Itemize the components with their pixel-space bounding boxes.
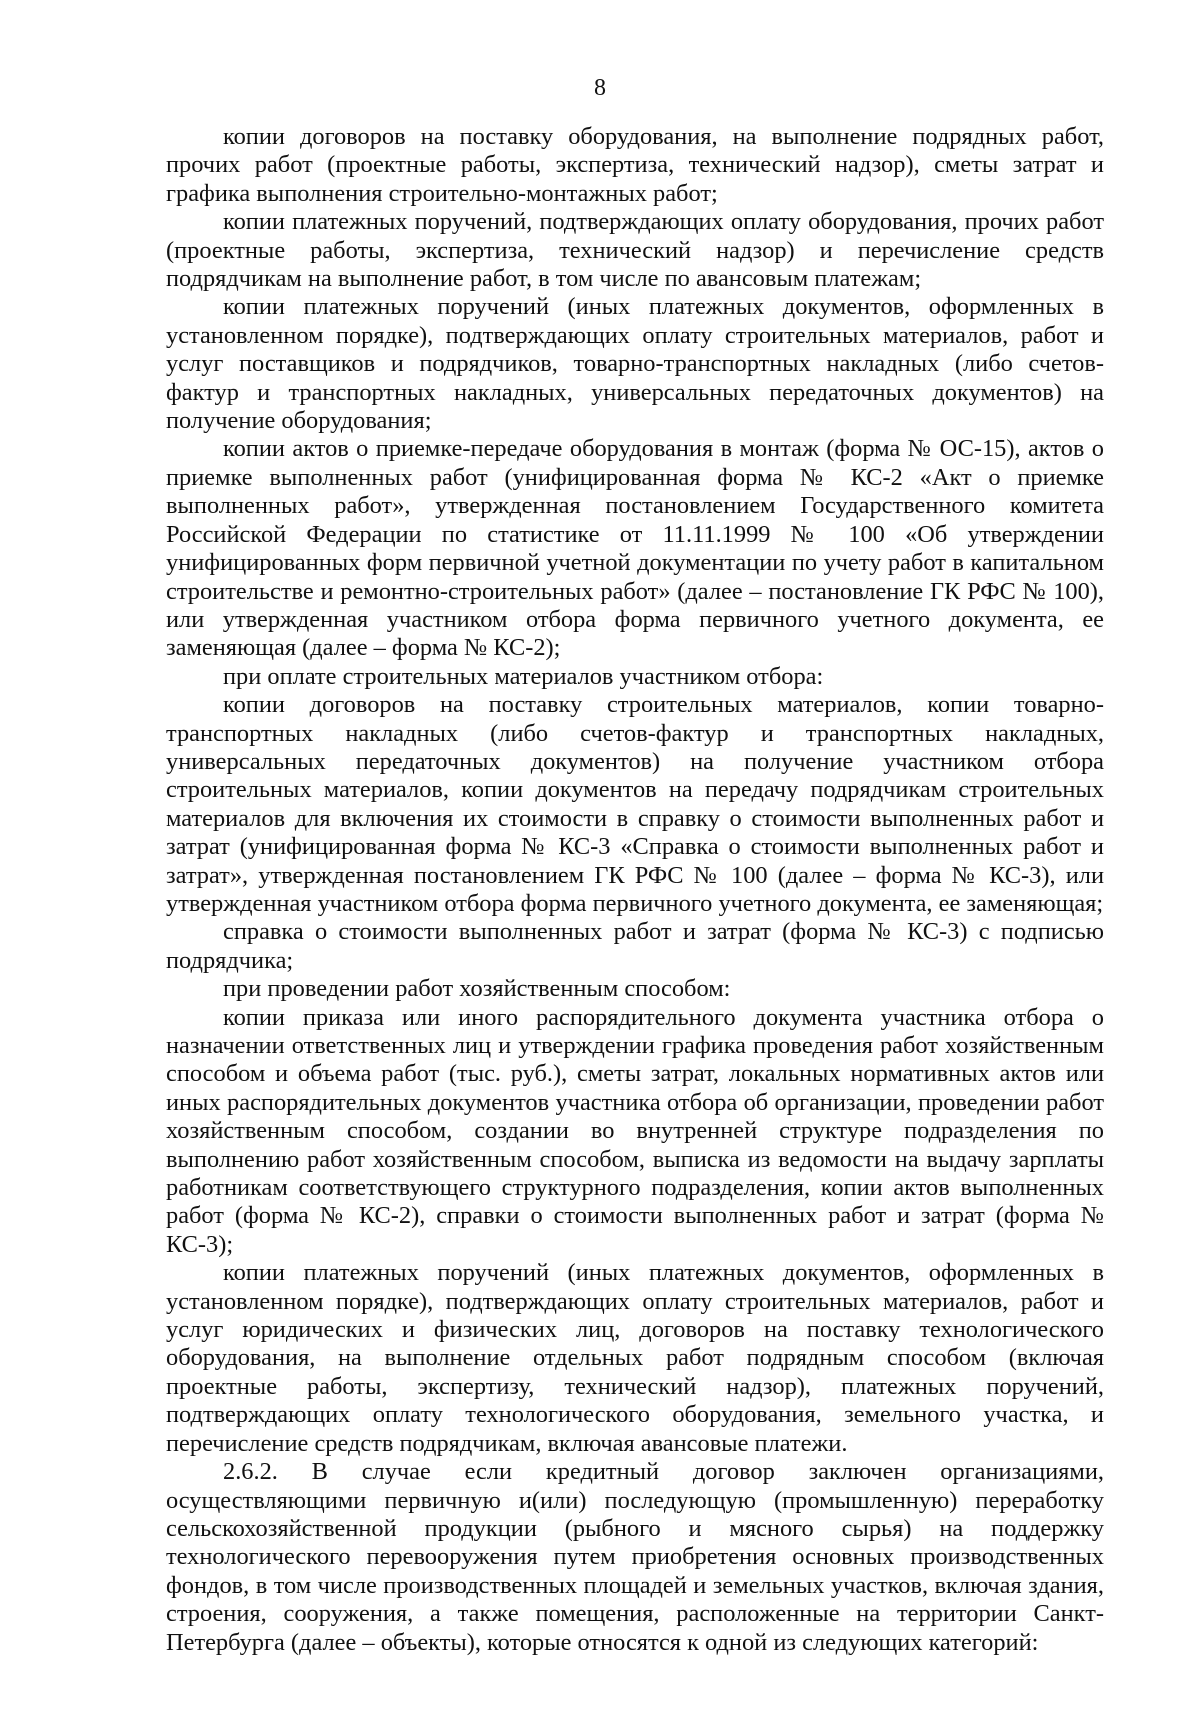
paragraph-4: копии актов о приемке-передаче оборудования в монтаж (форма № ОС-15), актов о приемке выполненных работ (унифицированная форма № КС-2 «Акт о приемке выполненных работ», утвержденная постановлением Государственного комитета Российской Федерации по статистике от 11.11.1999 № 100 «Об утверждении унифицированных форм первичной учетной документации по учету работ в капитальном строительстве и ремонтно-строительных работ» (далее – постановление ГК РФС № 100), или утвержденная участником отбора форма первичного учетного документа, ее заменяющая (далее – форма № КС-2); — [166, 435, 1104, 662]
document-body — [166, 123, 1104, 1657]
paragraph-3: копии платежных поручений (иных платежных документов, оформленных в установленном порядке), подтверждающих оплату строительных материалов, работ и услуг поставщиков и подрядчиков, товарно-транспортных накладных (либо счетов-фактур и транспортных накладных, универсальных передаточных документов) на получение оборудования; — [166, 293, 1104, 435]
page-number: 8 — [594, 75, 606, 101]
paragraph-7: справка о стоимости выполненных работ и затрат (форма № КС-3) с подписью подрядчика; — [166, 918, 1104, 974]
paragraph-2: копии платежных поручений, подтверждающих оплату оборудования, прочих работ (проектные работы, экспертиза, технический надзор) и перечисление средств подрядчикам на выполнение работ, в том числе по авансовым платежам; — [166, 208, 1104, 293]
paragraph-10: копии платежных поручений (иных платежных документов, оформленных в установленном порядке), подтверждающих оплату строительных материалов, работ и услуг юридических и физических лиц, договоров на поставку технологического оборудования, на выполнение отдельных работ подрядным способом (включая проектные работы, экспертизу, технический надзор), платежных поручений, подтверждающих оплату технологического оборудования, земельного участка, и перечисление средств подрядчикам, включая авансовые платежи. — [166, 1259, 1104, 1457]
paragraph-11: 2.6.2. В случае если кредитный договор заключен организациями, осуществляющими первичную и(или) последующую (промышленную) переработку сельскохозяйственной продукции (рыбного и мясного сырья) на поддержку технологического перевооружения путем приобретения основных производственных фондов, в том числе производственных площадей и земельных участков, включая здания, строения, сооружения, а также помещения, расположенные на территории Санкт-Петербурга (далее – объекты), которые относятся к одной из следующих категорий: — [166, 1458, 1104, 1656]
paragraph-1: копии договоров на поставку оборудования, на выполнение подрядных работ, прочих работ (проектные работы, экспертиза, технический надзор), сметы затрат и графика выполнения строительно-монтажных работ; — [166, 123, 1104, 207]
paragraph-9: копии приказа или иного распорядительного документа участника отбора о назначении ответственных лиц и утверждении графика проведения работ хозяйственным способом и объема работ (тыс. руб.), сметы затрат, локальных нормативных актов или иных распорядительных документов участника отбора об организации, проведении работ хозяйственным способом, создании во внутренней структуре подразделения по выполнению работ хозяйственным способом, выписка из ведомости на выдачу зарплаты работникам соответствующего структурного подразделения, копии актов выполненных работ (форма № КС-2), справки о стоимости выполненных работ и затрат (форма № КС-3); — [166, 1003, 1104, 1258]
paragraph-6: копии договоров на поставку строительных материалов, копии товарно-транспортных накладных (либо счетов-фактур и транспортных накладных, универсальных передаточных документов) на получение участником отбора строительных материалов, копии документов на передачу подрядчикам строительных материалов для включения их стоимости в справку о стоимости выполненных работ и затрат (унифицированная форма № КС-3 «Справка о стоимости выполненных работ и затрат», утвержденная постановлением ГК РФС № 100 (далее – форма № КС-3), или утвержденная участником отбора форма первичного учетного документа, ее заменяющая; — [166, 691, 1104, 917]
paragraph-8: при проведении работ хозяйственным способом: — [223, 975, 731, 1003]
paragraph-5: при оплате строительных материалов участником отбора: — [223, 662, 824, 690]
